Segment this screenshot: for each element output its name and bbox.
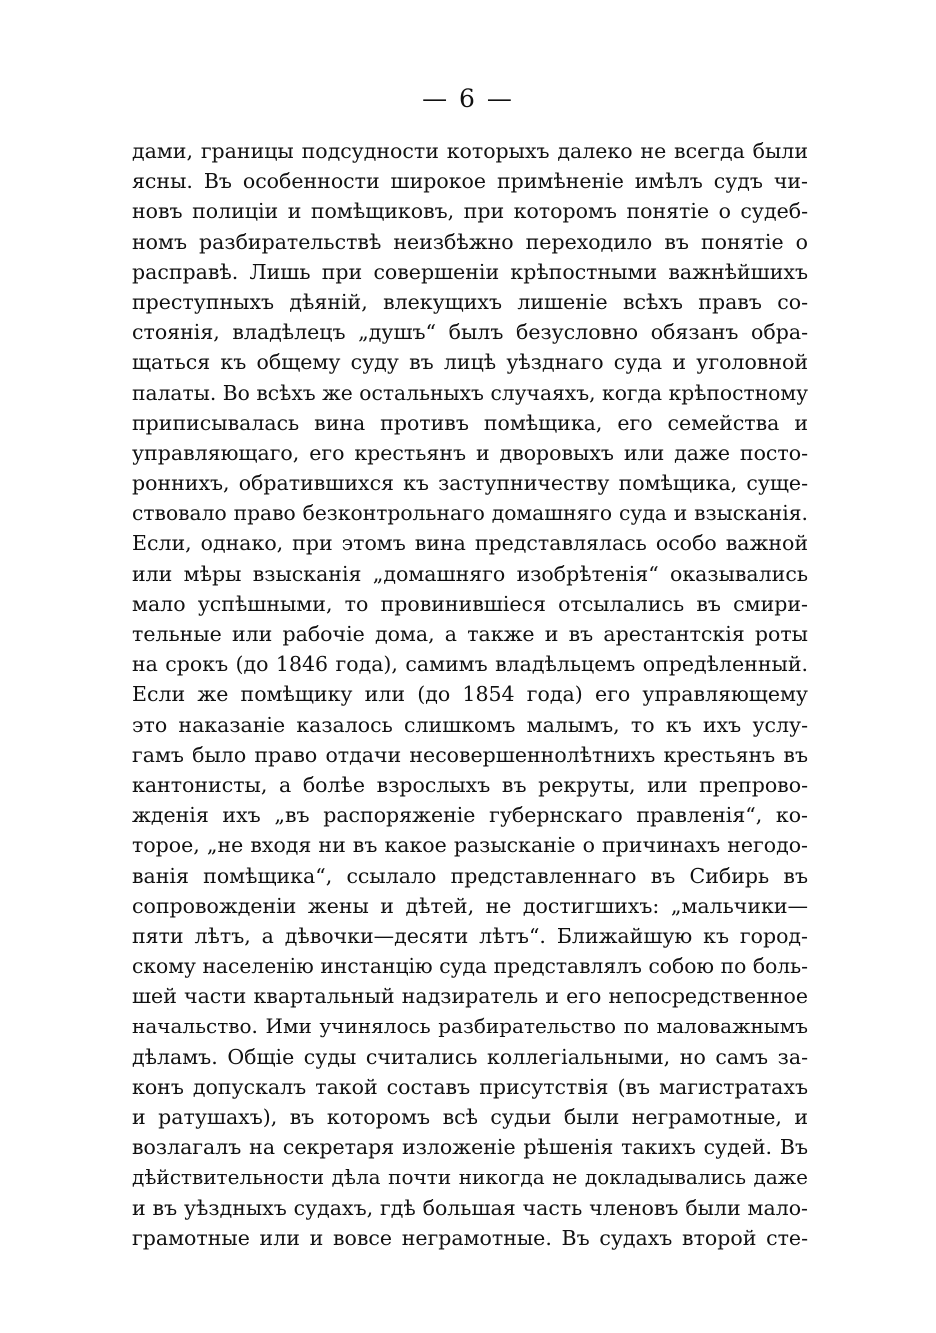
text-line: пяти лѣтъ, а дѣвочки—десяти лѣтъ“. Ближайшую къ город- (132, 923, 808, 948)
body-text (132, 136, 808, 1253)
text-line: Если же помѣщику или (до 1854 года) его управляющему (132, 682, 808, 707)
text-line: ясны. Въ особенности широкое примѣненіе имѣлъ судъ чи- (132, 169, 808, 194)
text-line: дѣламъ. Общіе суды считались коллегіальными, но самъ за- (132, 1044, 808, 1069)
text-line: расправѣ. Лишь при совершеніи крѣпостными важнѣйшихъ (132, 259, 808, 284)
text-line: дѣйствительности дѣла почти никогда не докладывались даже (132, 1165, 808, 1190)
text-line: или мѣры взысканія „домашняго изобрѣтенія“ оказывались (132, 561, 808, 586)
text-line: дами, границы подсудности которыхъ далеко не всегда были (132, 139, 808, 163)
text-line: роннихъ, обратившихся къ заступничеству помѣщика, суще- (132, 471, 808, 496)
text-line: шей части квартальный надзиратель и его непосредственное (132, 984, 808, 1009)
text-line: новъ полиціи и помѣщиковъ, при которомъ понятіе о судеб- (132, 199, 808, 224)
text-line: ванія помѣщика“, ссылало представленнаго въ Сибирь въ (132, 863, 808, 888)
text-line: управляющаго, его крестьянъ и дворовыхъ или даже посто- (132, 440, 808, 465)
text-line: номъ разбирательствѣ неизбѣжно переходило въ понятіе о (132, 229, 808, 254)
text-line: стоянія, владѣлецъ „душъ“ былъ безусловно обязанъ обра- (132, 320, 808, 345)
text-line: и ратушахъ), въ которомъ всѣ судьи были неграмотные, и (132, 1105, 808, 1129)
text-line: возлагалъ на секретаря изложеніе рѣшенія такихъ судей. Въ (132, 1135, 808, 1160)
text-line: Если, однако, при этомъ вина представлялась особо важной (132, 531, 808, 556)
text-line: торое, „не входя ни въ какое разысканіе о причинахъ негодо- (132, 833, 808, 858)
text-line: щаться къ общему суду въ лицѣ уѣзднаго суда и уголовной (132, 350, 808, 375)
text-line: это наказаніе казалось слишкомъ малымъ, то къ ихъ услу- (132, 712, 808, 737)
text-line: ствовало право безконтрольнаго домашняго суда и взысканія. (132, 501, 808, 526)
text-line: грамотные или и вовсе неграмотные. Въ судахъ второй сте- (132, 1225, 808, 1250)
text-line: приписывалась вина противъ помѣщика, его семейства и (132, 410, 808, 435)
page-number: — 6 — (422, 84, 514, 113)
text-line: сопровожденіи жены и дѣтей, не достигшихъ: „мальчики— (132, 893, 808, 918)
text-line: жденія ихъ „въ распоряженіе губернскаго правленія“, ко- (132, 803, 808, 828)
text-line: палаты. Во всѣхъ же остальныхъ случаяхъ, когда крѣпостному (132, 380, 808, 405)
text-line: конъ допускалъ такой составъ присутствія (въ магистратахъ (132, 1074, 808, 1099)
text-line: кантонисты, а болѣе взрослыхъ въ рекруты, или препрово- (132, 772, 808, 797)
text-line: мало успѣшными, то провинившіеся отсылались въ смири- (132, 591, 808, 616)
text-line: начальство. Ими учинялось разбирательство по маловажнымъ (132, 1014, 808, 1039)
text-line: преступныхъ дѣяній, влекущихъ лишеніе всѣхъ правъ со- (132, 289, 808, 314)
text-line: скому населенію инстанцію суда представлялъ собою по боль- (132, 954, 808, 979)
text-line: тельные или рабочіе дома, а также и въ арестантскія роты (132, 622, 808, 646)
text-line: и въ уѣздныхъ судахъ, гдѣ большая часть членовъ были мало- (132, 1195, 808, 1220)
text-line: на срокъ (до 1846 года), самимъ владѣльцемъ опредѣленный. (132, 652, 808, 677)
text-line: гамъ было право отдачи несовершеннолѣтнихъ крестьянъ въ (132, 742, 808, 767)
